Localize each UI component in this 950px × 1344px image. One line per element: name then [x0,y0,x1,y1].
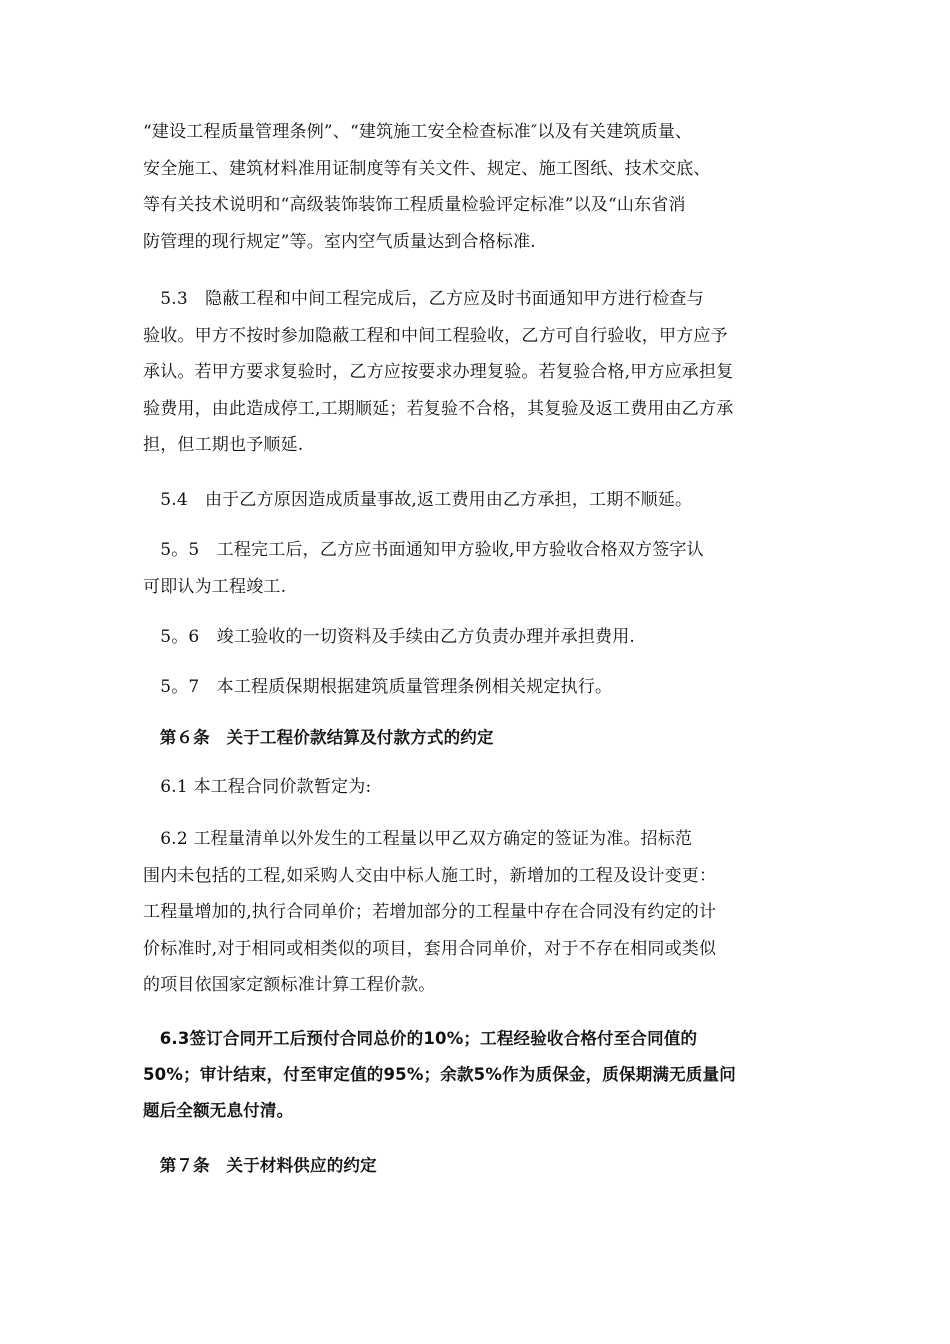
text-line: 题后全额无息付清。 [143,1101,294,1120]
paragraph-standards [143,114,813,260]
heading-text: 第７条 关于材料供应的约定 [143,1156,377,1175]
text-line: 5.4 由于乙方原因造成质量事故,返工费用由乙方承担，工期不顺延。 [143,490,693,510]
text-line: 围内未包括的工程,如采购人交由中标人施工时，新增加的工程及设计变更： [143,865,717,886]
text-line: 验费用，由此造成停工,工期顺延；若复验不合格，其复验及返工费用由乙方承 [143,398,734,419]
text-line: 5。5 工程完工后，乙方应书面通知甲方验收,甲方验收合格双方签字认 [143,540,704,560]
paragraph-5-4 [143,482,813,519]
text-line: 承认。若甲方要求复验时，乙方应按要求办理复验。若复验合格,甲方应承担复 [143,362,734,382]
text-line: 5.3 隐蔽工程和中间工程完成后，乙方应及时书面通知甲方进行检查与 [143,289,704,309]
paragraph-6-2 [143,821,813,1004]
text-line: 担，但工期也予顺延. [143,435,304,455]
paragraph-5-7 [143,669,813,706]
text-line: 5。6 竣工验收的一切资料及手续由乙方负责办理并承担费用. [143,627,636,647]
section-heading-6 [143,720,813,757]
paragraph-5-6 [143,619,813,656]
text-line: 5。7 本工程质保期根据建筑质量管理条例相关规定执行。 [143,677,613,697]
text-line: 50%；审计结束，付至审定值的95%；余款5%作为质保金，质保期满无质量问 [143,1065,736,1084]
paragraph-6-3 [143,1021,813,1129]
paragraph-5-5 [143,532,813,605]
text-line: 可即认为工程竣工. [143,576,287,597]
paragraph-5-3 [143,281,813,464]
text-line: 工程量增加的,执行合同单价；若增加部分的工程量中存在合同没有约定的计 [143,902,717,922]
text-line: 的项目依国家定额标准计算工程价款。 [143,975,436,995]
section-heading-7 [143,1148,813,1185]
text-line: 6.2 工程量清单以外发生的工程量以甲乙双方确定的签证为准。招标范 [143,829,693,849]
text-line: 等有关技术说明和“高级装饰装饰工程质量检验评定标准”以及“山东省消 [143,195,686,215]
text-line: 6.1 本工程合同价款暂定为: [143,777,372,797]
text-line: 价标准时,对于相同或相类似的项目，套用合同单价，对于不存在相同或类似 [143,938,717,959]
text-line: 防管理的现行规定”等。室内空气质量达到合格标准. [143,231,536,252]
paragraph-6-1 [143,769,813,806]
text-line: 安全施工、建筑材料准用证制度等有关文件、规定、施工图纸、技术交底、 [143,158,711,179]
text-line: 验收。甲方不按时参加隐蔽工程和中间工程验收，乙方可自行验收，甲方应予 [143,325,728,346]
text-line: “建设工程质量管理条例”、“建筑施工安全检查标准″以及有关建筑质量、 [143,122,693,142]
text-line: 6.3签订合同开工后预付合同总价的10%；工程经验收合格付至合同值的 [143,1029,698,1048]
heading-text: 第６条 关于工程价款结算及付款方式的约定 [143,728,494,747]
